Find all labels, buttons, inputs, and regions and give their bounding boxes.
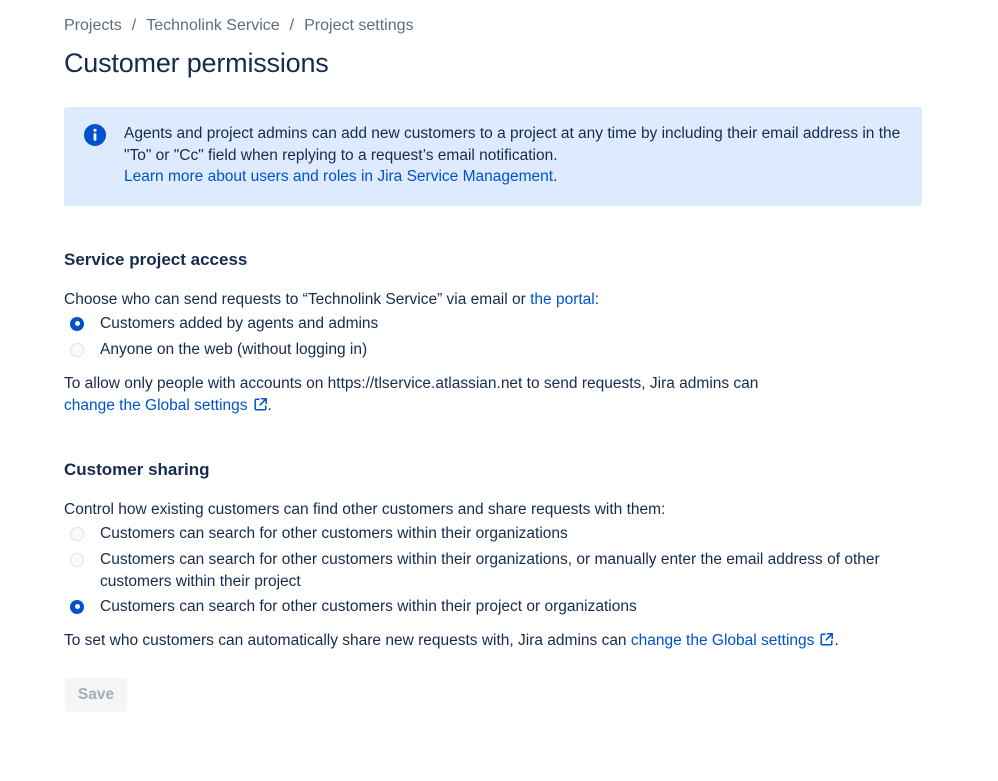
service-access-intro: [64, 289, 599, 311]
radio-button-selected[interactable]: [70, 317, 84, 331]
learn-more-link[interactable]: Learn more about users and roles in Jira Service Management: [124, 168, 554, 185]
portal-link[interactable]: the portal: [530, 291, 595, 308]
radio-label: Customers can search for other customers within their organizations: [100, 525, 568, 542]
service-access-intro-text: Choose who can send requests to “Technolink Service” via email or: [64, 291, 531, 308]
radio-option-search-or-enter-email[interactable]: [64, 549, 930, 592]
info-panel: [64, 107, 922, 206]
radio-label: Anyone on the web (without logging in): [100, 341, 368, 358]
change-global-settings-label: change the Global settings: [630, 632, 815, 649]
change-global-settings-link[interactable]: [64, 397, 268, 414]
service-access-note-suffix: .: [267, 396, 272, 414]
customer-sharing-note-suffix: .: [834, 632, 839, 649]
save-button[interactable]: Save: [65, 678, 127, 712]
customer-sharing-heading: Customer sharing: [64, 460, 210, 479]
info-link-suffix: .: [553, 168, 558, 185]
radio-label: Customers can search for other customers within their organizations, or manually enter the email address of other customers within their project: [100, 551, 880, 590]
info-icon: [84, 124, 106, 146]
breadcrumb-technolink-service[interactable]: Technolink Service: [146, 17, 280, 34]
change-global-settings-label: change the Global settings: [64, 396, 248, 414]
customer-sharing-note: [64, 630, 839, 652]
service-project-access-heading: Service project access: [64, 250, 248, 269]
breadcrumb-separator: /: [289, 17, 295, 34]
customer-sharing-note-text: To set who customers can automatically share new requests with, Jira admins can: [64, 632, 631, 649]
radio-option-anyone-on-web[interactable]: [64, 339, 367, 361]
external-link-icon: [819, 632, 834, 647]
breadcrumb-project-settings[interactable]: Project settings: [304, 17, 414, 34]
info-panel-message: Agents and project admins can add new customers to a project at any time by including their email address in the "To" or "Cc" field when replying to a request’s email notification.: [124, 125, 901, 164]
radio-label: Customers can search for other customers within their project or organizations: [100, 598, 637, 615]
breadcrumb-separator: /: [131, 17, 137, 34]
radio-option-search-project-or-organizations[interactable]: [64, 596, 637, 618]
breadcrumb-projects[interactable]: Projects: [64, 17, 122, 34]
radio-button[interactable]: [70, 527, 84, 541]
radio-label: Customers added by agents and admins: [100, 315, 379, 332]
radio-button-selected[interactable]: [70, 600, 84, 614]
customer-sharing-intro: Control how existing customers can find other customers and share requests with them:: [64, 501, 666, 518]
radio-button[interactable]: [70, 343, 84, 357]
service-access-note: [64, 373, 854, 416]
info-panel-text: [124, 123, 902, 188]
service-access-note-text: To allow only people with accounts on https://tlservice.atlassian.net to send requests, Jira admins can: [64, 375, 759, 392]
radio-button[interactable]: [70, 553, 84, 567]
change-global-settings-link[interactable]: [631, 632, 835, 649]
breadcrumb: [64, 16, 414, 36]
radio-option-search-within-organizations[interactable]: [64, 523, 568, 545]
external-link-icon: [253, 397, 268, 412]
page-title: Customer permissions: [64, 48, 329, 78]
service-access-intro-suffix: :: [594, 291, 600, 308]
radio-option-customers-added-by-agents[interactable]: [64, 313, 378, 335]
